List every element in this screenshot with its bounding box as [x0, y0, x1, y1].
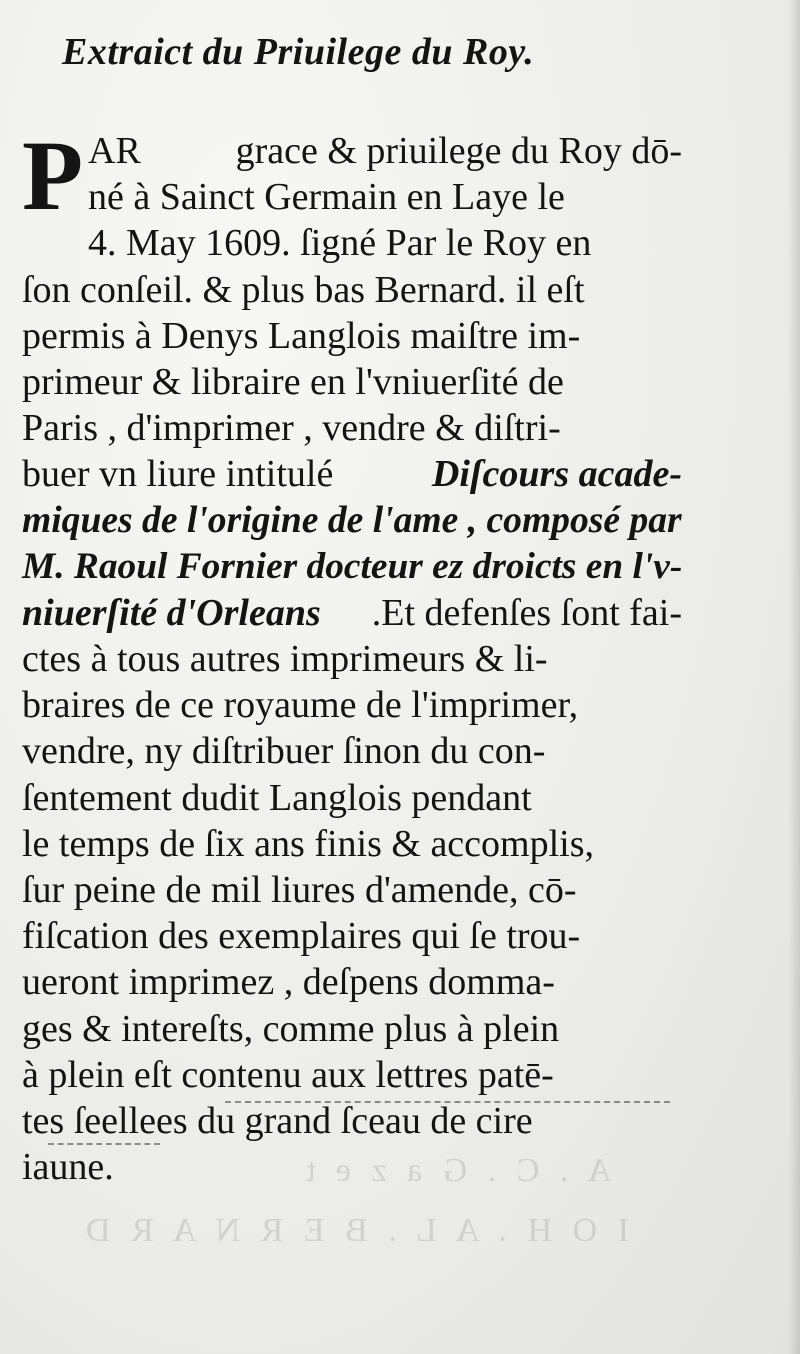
drop-cap: P — [22, 120, 84, 231]
line-text: grace & priuilege du Roy dō- — [235, 130, 682, 172]
line-text: braires de ce royaume de l'imprimer, — [22, 684, 579, 727]
bleed-through-text-1: A . C . G a z e t — [300, 1152, 612, 1189]
text-line — [22, 1052, 682, 1098]
line-text: iaune. — [22, 1146, 114, 1189]
line-text: ueront imprimez , deſpens dommа- — [22, 961, 555, 1004]
text-line — [22, 1098, 682, 1144]
line-text: ſentement dudit Langlois pendant — [22, 776, 532, 819]
text-line — [22, 867, 682, 913]
line-text: fiſcation des exemplaires qui ſe trou- — [22, 915, 581, 958]
underline-rule — [48, 1143, 160, 1145]
text-line — [88, 128, 682, 174]
text-line — [22, 1144, 682, 1190]
text-line — [22, 590, 682, 636]
book-title-text: niuerſité d'Orleans — [22, 591, 321, 634]
privilege-text — [22, 120, 683, 1190]
text-line — [22, 682, 682, 728]
text-line — [22, 913, 682, 959]
text-line — [22, 451, 682, 497]
line-text: ſur peine de mil liures d'amende, cō- — [22, 869, 577, 912]
text-line — [22, 498, 682, 544]
text-line — [22, 405, 682, 451]
text-line — [22, 544, 682, 590]
line-text: 4. May 1609. ſigné Par le Roy en — [88, 222, 592, 265]
small-caps-text: AR — [88, 130, 141, 172]
book-title-text: miques de l'origine de l'ame , composé par — [22, 499, 682, 541]
line-text: tes ſeellees du grand ſceau de cire — [22, 1099, 533, 1142]
page-heading: Extraict du Priuilege du Roy. — [62, 31, 535, 73]
bleed-through-text-2: I O H . A L . B E R N A R D — [80, 1212, 629, 1249]
line-text: né à Sainct Germain en Laye le — [88, 176, 565, 219]
line-text: .Et defenſes ſont fai- — [371, 591, 682, 634]
line-text: permis à Denys Langlois maiſtre im- — [22, 314, 581, 357]
book-title-text: M. Raoul Fornier docteur ez droicts en l'v- — [22, 545, 683, 587]
text-line — [22, 359, 682, 405]
line-text: ges & intereſts, comme plus à plein — [22, 1007, 560, 1050]
line-text: Paris , d'imprimer , vendre & diſtri- — [22, 407, 561, 450]
line-text: le temps de ſix ans finis & accomplis, — [22, 822, 595, 865]
line-text: primeur & libraire en l'vniuerſité de — [22, 360, 564, 403]
text-line — [22, 1006, 682, 1052]
text-line — [22, 636, 682, 682]
line-text: ſon conſeil. & plus bas Bernard. il eſt — [22, 268, 585, 311]
text-line — [22, 821, 682, 867]
text-line — [22, 728, 682, 774]
line-text: ctes à tous autres imprimeurs & li- — [22, 638, 548, 681]
text-line — [22, 313, 682, 359]
text-line — [22, 775, 682, 821]
page-edge-shadow — [788, 0, 800, 1354]
first-block — [22, 120, 682, 231]
line-text: vendre, ny diſtribuer ſinon du con- — [22, 730, 546, 773]
underline-rule — [225, 1101, 670, 1103]
book-title-text: Diſcours acade- — [431, 453, 682, 496]
line-text: buer vn liure intitulé — [22, 453, 334, 496]
line-text: à plein eſt contenu aux lettres patē- — [22, 1053, 554, 1096]
text-line — [22, 267, 682, 313]
text-line — [88, 174, 682, 220]
text-line — [88, 220, 682, 266]
text-line — [22, 959, 682, 1005]
